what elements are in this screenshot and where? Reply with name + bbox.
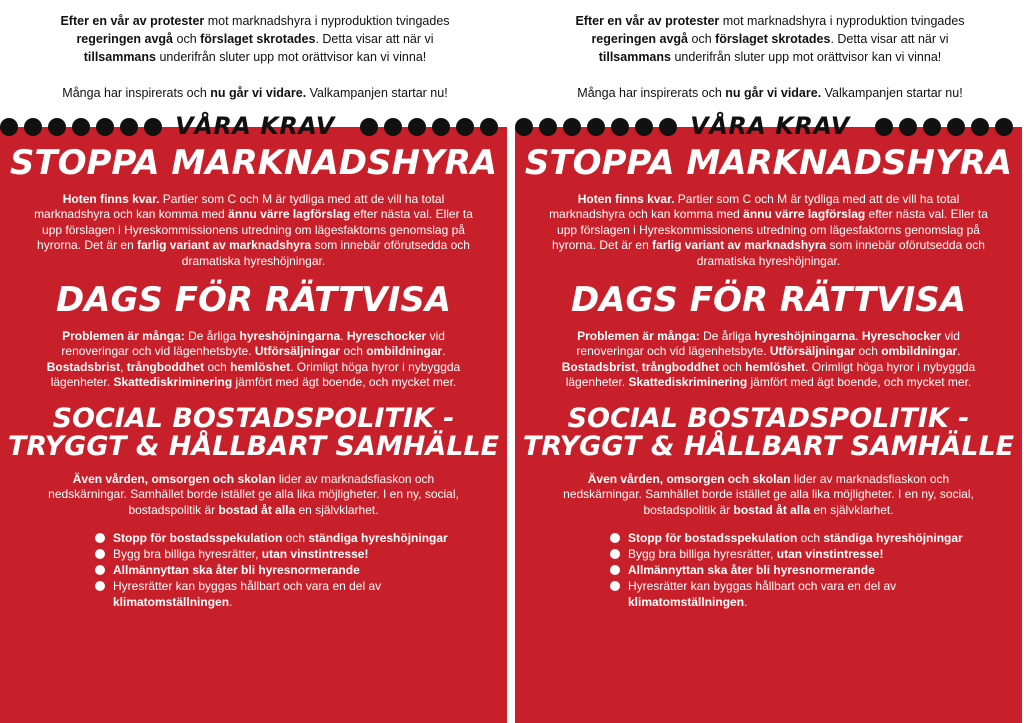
bullet-dot-icon — [95, 581, 105, 591]
para-text: , — [120, 359, 127, 374]
bullet-bold: Stopp för bostadsspekulation — [628, 531, 798, 546]
demands-content — [0, 143, 507, 610]
para-bold: Hoten finns kvar. — [62, 191, 160, 206]
intro-bold: tillsammans — [598, 50, 671, 64]
para-text: lider av marknadsfiaskon och nedskärningar. Samhället borde istället ge alla lika möjligheter. I en ny, social, bostadspolitik är — [563, 471, 974, 517]
bullet-bold: Stopp för bostadsspekulation — [113, 531, 283, 546]
paragraph-stoppa — [34, 192, 474, 270]
intro-bold: förslaget skrotades — [715, 32, 831, 46]
para-bold: Utförsäljningar — [769, 344, 856, 359]
bullet-dot-icon — [610, 581, 620, 591]
para-text: efter nästa val. Eller ta upp förslagen i Hyreskommissionens utredning om lägesfaktorns genomslag på hyrorna. Det är en — [552, 207, 988, 253]
bullet-bold: ständiga hyreshöjningar — [308, 531, 448, 546]
dot-icon — [0, 118, 18, 136]
intro-text-span: . Detta visar att när vi — [830, 32, 949, 46]
dot-icon — [539, 118, 557, 136]
para-text: en självklarhet. — [295, 502, 379, 517]
bullet-bold: utan vinstintresse! — [776, 547, 884, 562]
demands-bullet-list — [610, 530, 1010, 610]
heading-social-bostadspolitik — [515, 402, 1022, 463]
bullet-dot-icon — [95, 533, 105, 543]
intro-text-span: mot marknadshyra i nyproduktion tvingades — [719, 14, 965, 28]
bullet-bold: ständiga hyreshöjningar — [823, 531, 963, 546]
para-bold: trångboddhet — [126, 359, 205, 374]
para-text: och — [340, 344, 367, 359]
list-item — [610, 578, 1010, 610]
list-item — [95, 578, 495, 610]
para-bold: Utförsäljningar — [254, 344, 341, 359]
intro-paragraph-2 — [30, 84, 480, 102]
intro-paragraph-1 — [30, 12, 480, 66]
intro-text-span: . Detta visar att när vi — [315, 32, 434, 46]
dot-icon — [947, 118, 965, 136]
dot-icon — [611, 118, 629, 136]
para-text: som innebär oförutsedda och dramatiska hyreshöjningar. — [696, 238, 985, 268]
para-text: jämfört med ägt boende, och mycket mer. — [747, 375, 972, 390]
intro-text-span: Många har inspirerats och — [577, 86, 726, 100]
para-text: . Orimligt höga hyror i nybyggda lägenheter. — [50, 359, 461, 390]
paragraph-rattvisa — [34, 329, 474, 391]
para-bold: Problemen är många: — [577, 328, 700, 343]
para-bold: Även vården, omsorgen och skolan — [72, 471, 276, 486]
dot-icon — [515, 118, 533, 136]
bullet-text: Bygg bra billiga hyresrätter, — [628, 547, 777, 562]
para-bold: ombildningar — [881, 344, 958, 359]
vara-krav-title: VÅRA KRAV — [690, 112, 850, 140]
para-text: som innebär oförutsedda och dramatiska hyreshöjningar. — [181, 238, 470, 268]
bullet-text: Hyresrätter kan byggas hållbart och vara en del av — [113, 579, 382, 594]
para-text: De årliga — [184, 328, 240, 343]
dot-icon — [480, 118, 498, 136]
list-item — [95, 546, 495, 562]
para-text: och — [719, 359, 746, 374]
para-text: , — [635, 359, 642, 374]
vara-krav-title: VÅRA KRAV — [175, 112, 335, 140]
demands-bullet-list — [95, 530, 495, 610]
dot-icon — [144, 118, 162, 136]
para-text: De årliga — [699, 328, 755, 343]
paragraph-stoppa — [549, 192, 989, 270]
dot-icon — [24, 118, 42, 136]
intro-text — [30, 12, 480, 102]
para-text: . — [957, 344, 961, 359]
para-text: lider av marknadsfiaskon och nedskärningar. Samhället borde istället ge alla lika möjligheter. I en ny, social, bostadspolitik är — [48, 471, 459, 517]
list-item — [95, 530, 495, 546]
dot-icon — [456, 118, 474, 136]
heading-social-bostadspolitik — [0, 402, 507, 463]
intro-paragraph-2 — [545, 84, 995, 102]
para-bold: Skattediskriminering — [113, 375, 233, 390]
para-bold: hyreshöjningarna — [754, 328, 856, 343]
bullet-dot-icon — [610, 565, 620, 575]
bullet-dot-icon — [95, 549, 105, 559]
bullet-dot-icon — [95, 565, 105, 575]
intro-bold: nu går vi vidare. — [210, 86, 307, 100]
dot-icon — [48, 118, 66, 136]
intro-text — [545, 12, 995, 102]
heading-dags-for-rattvisa: DAGS FÖR RÄTTVISA — [55, 280, 452, 321]
dot-icon — [408, 118, 426, 136]
intro-text-span: och — [688, 32, 716, 46]
dot-icon — [360, 118, 378, 136]
para-text: jämfört med ägt boende, och mycket mer. — [232, 375, 457, 390]
para-text: Partier som C och M är tydliga med att de vill ha total marknadshyra och kan komma med — [34, 191, 445, 222]
paragraph-rattvisa — [549, 329, 989, 391]
list-item — [610, 546, 1010, 562]
intro-text-span: och — [173, 32, 201, 46]
para-bold: hemlöshet — [745, 359, 806, 374]
list-item — [610, 562, 1010, 578]
bullet-bold: Allmännyttan ska åter bli hyresnormerande — [628, 563, 875, 578]
heading-line: SOCIAL BOSTADSPOLITIK - — [52, 402, 455, 434]
bullet-text: . — [744, 595, 748, 610]
bullet-text: . — [229, 595, 233, 610]
para-text: vid renoveringar och vid lägenhetsbyte. — [61, 328, 445, 359]
para-bold: hyreshöjningarna — [239, 328, 341, 343]
bullet-bold: utan vinstintresse! — [261, 547, 369, 562]
heading-stoppa-marknadshyra: STOPPA MARKNADSHYRA — [524, 143, 1013, 183]
dot-icon — [971, 118, 989, 136]
dot-icon — [995, 118, 1013, 136]
bullet-dot-icon — [610, 533, 620, 543]
intro-text-span: underifrån sluter upp mot orättvisor kan vi vinna! — [155, 50, 427, 64]
heading-stoppa-marknadshyra: STOPPA MARKNADSHYRA — [9, 143, 498, 183]
bullet-bold: Allmännyttan ska åter bli hyresnormerande — [113, 563, 360, 578]
para-bold: bostad åt alla — [218, 502, 296, 517]
para-bold: hemlöshet — [230, 359, 291, 374]
intro-text-span: Många har inspirerats och — [62, 86, 211, 100]
list-item — [610, 530, 1010, 546]
para-bold: Bostadsbrist — [561, 359, 636, 374]
list-item — [95, 562, 495, 578]
intro-bold: regeringen avgå — [76, 32, 174, 46]
dot-icon — [875, 118, 893, 136]
intro-bold: regeringen avgå — [591, 32, 689, 46]
dot-icon — [120, 118, 138, 136]
para-bold: Bostadsbrist — [46, 359, 121, 374]
para-bold: bostad åt alla — [733, 502, 811, 517]
dot-icon — [635, 118, 653, 136]
para-bold: Problemen är många: — [62, 328, 185, 343]
dot-icon — [899, 118, 917, 136]
para-text: en självklarhet. — [810, 502, 894, 517]
para-bold: Även vården, omsorgen och skolan — [587, 471, 791, 486]
dot-icon — [659, 118, 677, 136]
dot-icon — [923, 118, 941, 136]
dot-icon — [563, 118, 581, 136]
para-bold: Hoten finns kvar. — [577, 191, 675, 206]
intro-text-span: Valkampanjen startar nu! — [821, 86, 963, 100]
bullet-text: Bygg bra billiga hyresrätter, — [113, 547, 262, 562]
para-text: . Orimligt höga hyror i nybyggda lägenheter. — [565, 359, 976, 390]
bullet-bold: klimatomställningen — [628, 595, 745, 610]
paragraph-social — [549, 472, 989, 519]
intro-paragraph-1 — [545, 12, 995, 66]
intro-text-span: Valkampanjen startar nu! — [306, 86, 448, 100]
intro-bold: tillsammans — [83, 50, 156, 64]
heading-dags-for-rattvisa: DAGS FÖR RÄTTVISA — [570, 280, 967, 321]
para-text: och — [204, 359, 231, 374]
para-text: . — [442, 344, 446, 359]
para-bold: farlig variant av marknadshyra — [652, 238, 827, 253]
dot-icon — [96, 118, 114, 136]
bullet-bold: klimatomställningen — [113, 595, 230, 610]
bullet-text: Hyresrätter kan byggas hållbart och vara en del av — [628, 579, 897, 594]
para-text: . — [855, 328, 862, 343]
para-bold: Hyreschocker — [346, 328, 427, 343]
para-text: och — [855, 344, 882, 359]
para-text: . — [340, 328, 347, 343]
para-text: efter nästa val. Eller ta upp förslagen i Hyreskommissionens utredning om lägesfaktorns genomslag på hyrorna. Det är en — [37, 207, 473, 253]
bullet-text: och — [282, 531, 309, 546]
heading-line: TRYGGT & HÅLLBART SAMHÄLLE — [7, 431, 500, 463]
para-bold: ombildningar — [366, 344, 443, 359]
para-bold: ännu värre lagförslag — [228, 207, 351, 222]
para-text: vid renoveringar och vid lägenhetsbyte. — [576, 328, 960, 359]
bullet-text: och — [797, 531, 824, 546]
intro-bold: förslaget skrotades — [200, 32, 316, 46]
bullet-dot-icon — [610, 549, 620, 559]
para-text: Partier som C och M är tydliga med att de vill ha total marknadshyra och kan komma med — [549, 191, 960, 222]
leaflet-panel-left — [0, 0, 507, 723]
para-bold: Hyreschocker — [861, 328, 942, 343]
heading-line: SOCIAL BOSTADSPOLITIK - — [567, 402, 970, 434]
intro-bold: Efter en vår av protester — [60, 14, 205, 28]
dot-icon — [587, 118, 605, 136]
intro-text-span: underifrån sluter upp mot orättvisor kan vi vinna! — [670, 50, 942, 64]
para-bold: trångboddhet — [641, 359, 720, 374]
dot-icon — [432, 118, 450, 136]
heading-line: TRYGGT & HÅLLBART SAMHÄLLE — [522, 431, 1015, 463]
paragraph-social — [34, 472, 474, 519]
panel-divider — [507, 118, 515, 723]
dot-icon — [384, 118, 402, 136]
leaflet-panel-right — [515, 0, 1022, 723]
intro-text-span: mot marknadshyra i nyproduktion tvingades — [204, 14, 450, 28]
intro-bold: Efter en vår av protester — [575, 14, 720, 28]
dot-icon — [72, 118, 90, 136]
para-bold: ännu värre lagförslag — [743, 207, 866, 222]
demands-content — [515, 143, 1022, 610]
intro-bold: nu går vi vidare. — [725, 86, 822, 100]
para-bold: farlig variant av marknadshyra — [137, 238, 312, 253]
para-bold: Skattediskriminering — [628, 375, 748, 390]
